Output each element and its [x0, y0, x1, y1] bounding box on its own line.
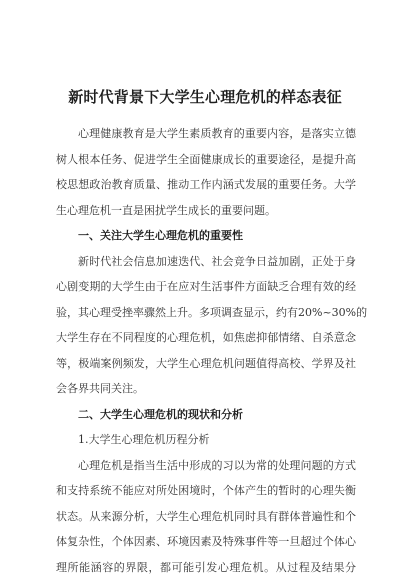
text-line: 树人根本任务、促进学生全面健康成长的重要途径，是提升高 — [56, 152, 356, 166]
text-line: 校思想政治教育质量、推动工作内涵式发展的重要任务。大学 — [56, 178, 356, 191]
document-title: 新时代背景下大学生心理危机的样态表征 — [68, 88, 342, 106]
text-line: 和支持系统不能应对所处困境时，个体产生的暂时的心理失衡 — [56, 484, 356, 497]
text-line: 会各界共同关注。 — [56, 382, 144, 395]
text-line: 心剧变期的大学生由于在应对生活事件方面缺乏合理有效的经 — [56, 280, 356, 293]
text-line: 理所能涵容的界限，都可能引发心理危机。从过程及结果分 — [56, 560, 356, 574]
text-line: 心理危机是指当生活中形成的习以为常的处理问题的方式 — [78, 458, 356, 472]
text-line: 验，其心理受挫率骤然上升。多项调查显示，约有20%~30%的 — [56, 305, 368, 319]
text-line: 状态。从来源分析，大学生心理危机同时具有群体普遍性和个 — [56, 509, 356, 523]
text-line: 体复杂性，个体因素、环境因素及特殊事件等一旦超过个体心 — [56, 535, 356, 548]
text-line: 大学生存在不同程度的心理危机，如焦虑抑郁情绪、自杀意念 — [56, 331, 356, 344]
subsection-heading-process: 1.大学生心理危机历程分析 — [78, 433, 210, 446]
section-heading-importance: 一、关注大学生心理危机的重要性 — [78, 229, 243, 242]
section-heading-status: 二、大学生心理危机的现状和分析 — [78, 407, 243, 421]
text-line: 新时代社会信息加速迭代、社会竞争日益加剧，正处于身 — [78, 254, 356, 268]
text-line: 心理健康教育是大学生素质教育的重要内容，是落实立德 — [78, 127, 356, 140]
text-line: 生心理危机一直是困扰学生成长的重要问题。 — [56, 203, 276, 217]
paragraph-introduction — [56, 121, 368, 580]
text-line: 等，极端案例频发，大学生心理危机问题值得高校、学界及社 — [56, 356, 356, 370]
